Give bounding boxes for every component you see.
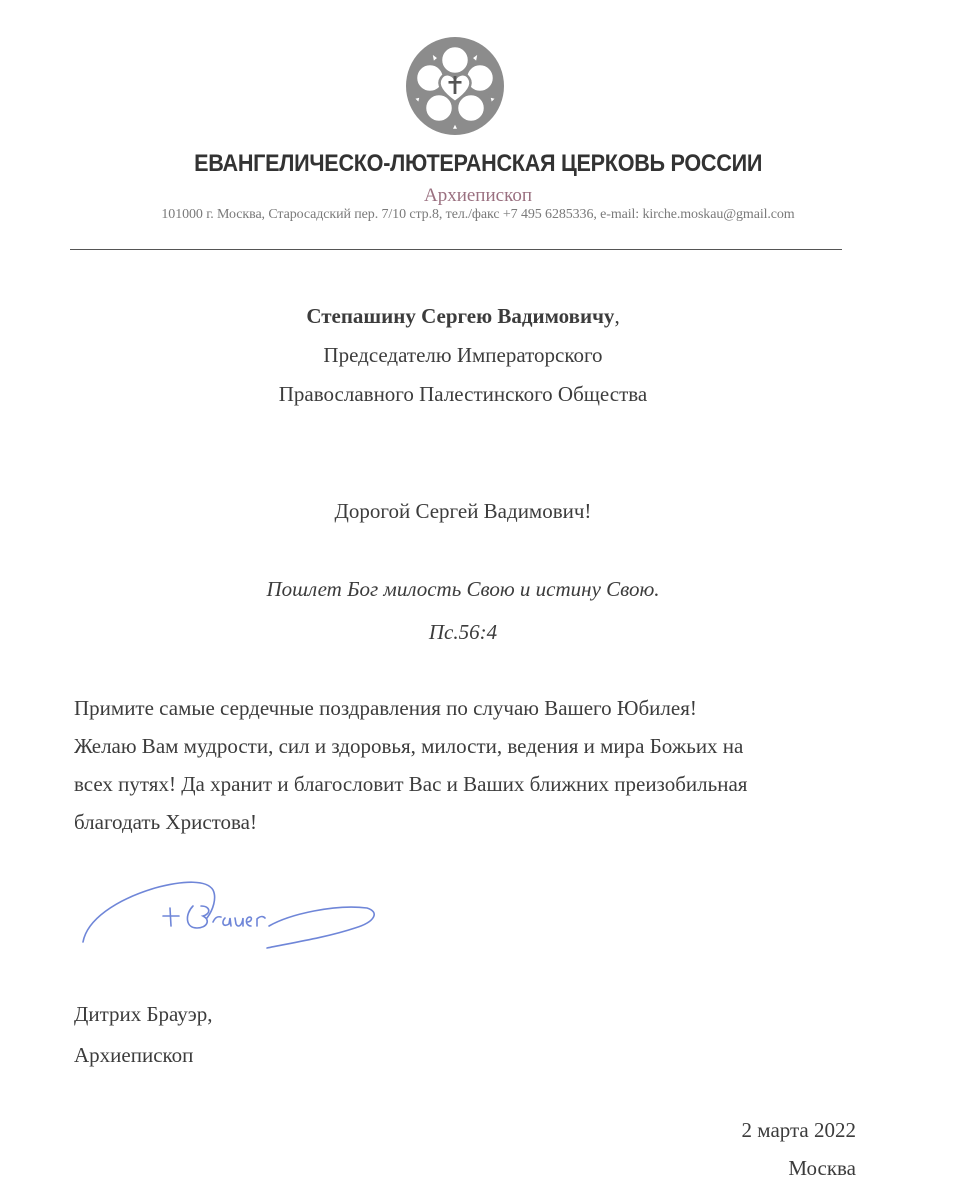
body-line: всех путях! Да хранит и благословит Вас и Ваших ближних преизобильная	[74, 772, 748, 796]
header-divider	[70, 249, 842, 250]
body-line: Желаю Вам мудрости, сил и здоровья, милости, ведения и мира Божьих на	[74, 734, 744, 758]
greeting: Дорогой Сергей Вадимович!	[334, 499, 592, 523]
body-line: Примите самые сердечные поздравления по случаю Вашего Юбилея!	[74, 696, 697, 720]
letterhead-address: 101000 г. Москва, Старосадский пер. 7/10 стр.8, тел./факс +7 495 6285336, e-mail: kirche.moskau@gmail.com	[161, 207, 795, 222]
addressee-position-line1: Председателю Императорского	[323, 343, 603, 367]
luther-rose-seal-icon	[405, 36, 505, 136]
handwritten-signature	[75, 870, 385, 960]
addressee-name-text: Степашину Сергею Вадимовичу	[306, 304, 615, 328]
letter-city: Москва	[788, 1156, 856, 1180]
letter-body	[74, 689, 874, 841]
epigraph-reference: Пс.56:4	[428, 620, 498, 644]
body-line: благодать Христова!	[74, 810, 257, 834]
epigraph-text: Пошлет Бог милость Свою и истину Свою.	[266, 577, 660, 601]
addressee-name	[0, 304, 926, 329]
signer-name: Дитрих Брауэр,	[74, 1002, 213, 1026]
addressee-name-comma: ,	[614, 304, 620, 328]
letter-date: 2 марта 2022	[741, 1118, 856, 1142]
organization-name: ЕВАНГЕЛИЧЕСКО-ЛЮТЕРАНСКАЯ ЦЕРКОВЬ РОССИИ	[194, 150, 763, 177]
signer-title: Архиепископ	[74, 1043, 194, 1067]
addressee-position-line2: Православного Палестинского Общества	[278, 382, 648, 406]
letterhead-role: Архиепископ	[423, 185, 533, 206]
